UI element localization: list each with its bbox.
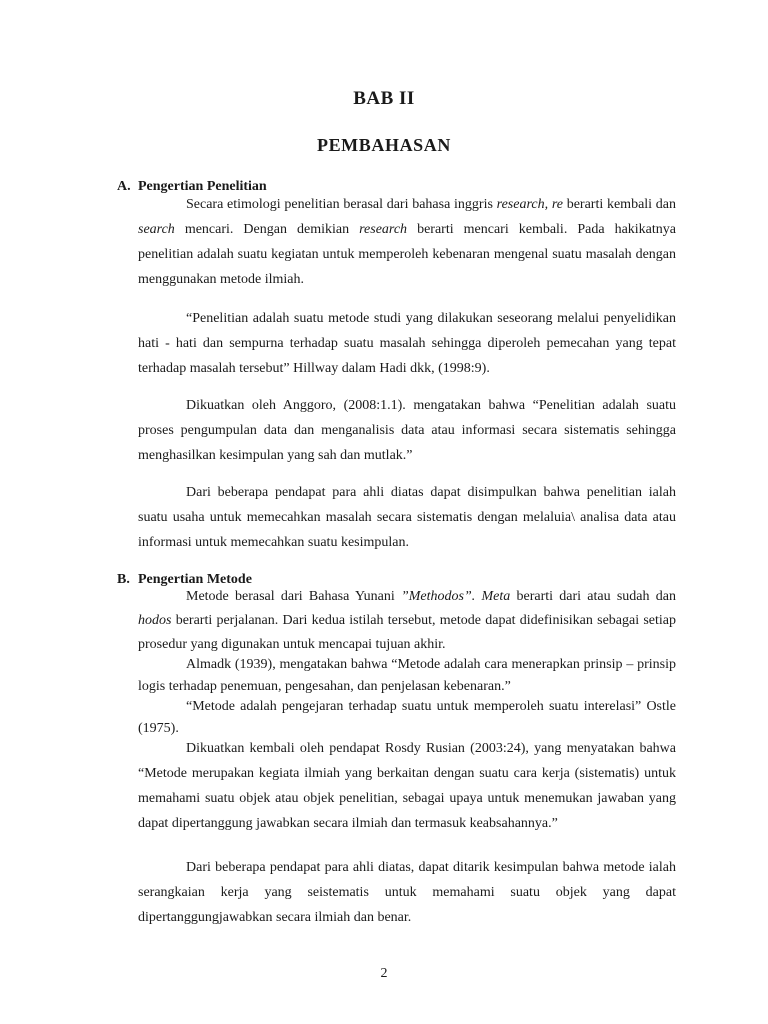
section-a-paragraph-3: Dikuatkan oleh Anggoro, (2008:1.1). mengatakan bahwa “Penelitian adalah suatu proses pengumpulan data dan menganalisis data atau informasi secara sistematis sehingga menghasilkan kesimpulan yang sah dan mutlak.” bbox=[138, 398, 676, 463]
section-a-p1-text-3: mencari. Dengan demikian bbox=[174, 222, 360, 237]
section-a-paragraph-2: “Penelitian adalah suatu metode studi yang dilakukan seseorang melalui penyelidikan hati - hati dan sempurna terhadap suatu masalah sehingga diperoleh pemecahan yang tepat terhadap masalah tersebut” Hillway dalam Hadi dkk, (1998:9). bbox=[138, 311, 676, 376]
section-a-letter: A. bbox=[117, 179, 131, 194]
section-b-p1-term-hodos: hodos bbox=[138, 613, 172, 628]
section-b-paragraph-2: Almadk (1939), mengatakan bahwa “Metode adalah cara menerapkan prinsip – prinsip logis terhadap penemuan, pengesahan, dan penjelasan kebenaran.” bbox=[138, 657, 676, 694]
page-number: 2 bbox=[380, 966, 388, 981]
section-b-p1-text-2: berarti dari atau sudah dan bbox=[510, 589, 676, 604]
section-a-title: Pengertian Penelitian bbox=[138, 179, 267, 194]
section-b-letter: B. bbox=[117, 572, 130, 587]
section-b-p1-text-1: Metode berasal dari Bahasa Yunani bbox=[186, 589, 401, 604]
chapter-number: BAB II bbox=[353, 88, 415, 109]
section-a-p1-term-research: research, re bbox=[496, 197, 563, 212]
section-a-p1-term-research-2: research bbox=[359, 222, 408, 237]
chapter-title: PEMBAHASAN bbox=[316, 135, 451, 155]
section-a-p1-text-4: berarti mencari kembali. Pada hakikatnya penelitian adalah suatu kegiatan untuk memperoleh kebenaran mengenal suatu masalah dengan menggunakan metode ilmiah. bbox=[138, 222, 676, 287]
section-b-p1-term-methodos: ”Methodos”. Meta bbox=[400, 589, 511, 604]
section-b-paragraph-3: “Metode adalah pengejaran terhadap suatu untuk memperoleh suatu interelasi” Ostle (1975). bbox=[138, 699, 676, 736]
section-a-paragraph-4: Dari beberapa pendapat para ahli diatas dapat disimpulkan bahwa penelitian ialah suatu usaha untuk memecahkan masalah secara sistematis dengan melaluia\ analisa data atau informasi untuk memecahkan suatu kesimpulan. bbox=[138, 485, 676, 550]
section-a-p1-term-search: search bbox=[138, 222, 175, 237]
section-b-paragraph-4: Dikuatkan kembali oleh pendapat Rosdy Rusian (2003:24), yang menyatakan bahwa “Metode merupakan kegiata ilmiah yang berkaitan dengan suatu cara kerja (sistematis) untuk memahami suatu objek atau objek penelitian, sebagai upaya untuk menemukan jawaban yang dapat dipertanggung jawabkan secara ilmiah dan termasuk keabsahannya.” bbox=[138, 741, 676, 831]
section-a-p1-text-2: berarti kembali dan bbox=[562, 197, 677, 212]
section-b-p1-text-3: berarti perjalanan. Dari kedua istilah tersebut, metode dapat didefinisikan sebagai setiap prosedur yang digunakan untuk mencapai tujuan akhir. bbox=[138, 613, 676, 652]
section-b-paragraph-5: Dari beberapa pendapat para ahli diatas, dapat ditarik kesimpulan bahwa metode ialah serangkaian kerja yang seistematis untuk memahami suatu objek yang dapat dipertanggungjawabkan secara ilmiah dan benar. bbox=[138, 860, 676, 925]
section-b-paragraph-1 bbox=[138, 585, 676, 657]
section-a-paragraph-1 bbox=[138, 192, 676, 292]
section-b-title: Pengertian Metode bbox=[138, 572, 252, 587]
section-a-p1-text-1: Secara etimologi penelitian berasal dari bahasa inggris bbox=[186, 197, 497, 212]
